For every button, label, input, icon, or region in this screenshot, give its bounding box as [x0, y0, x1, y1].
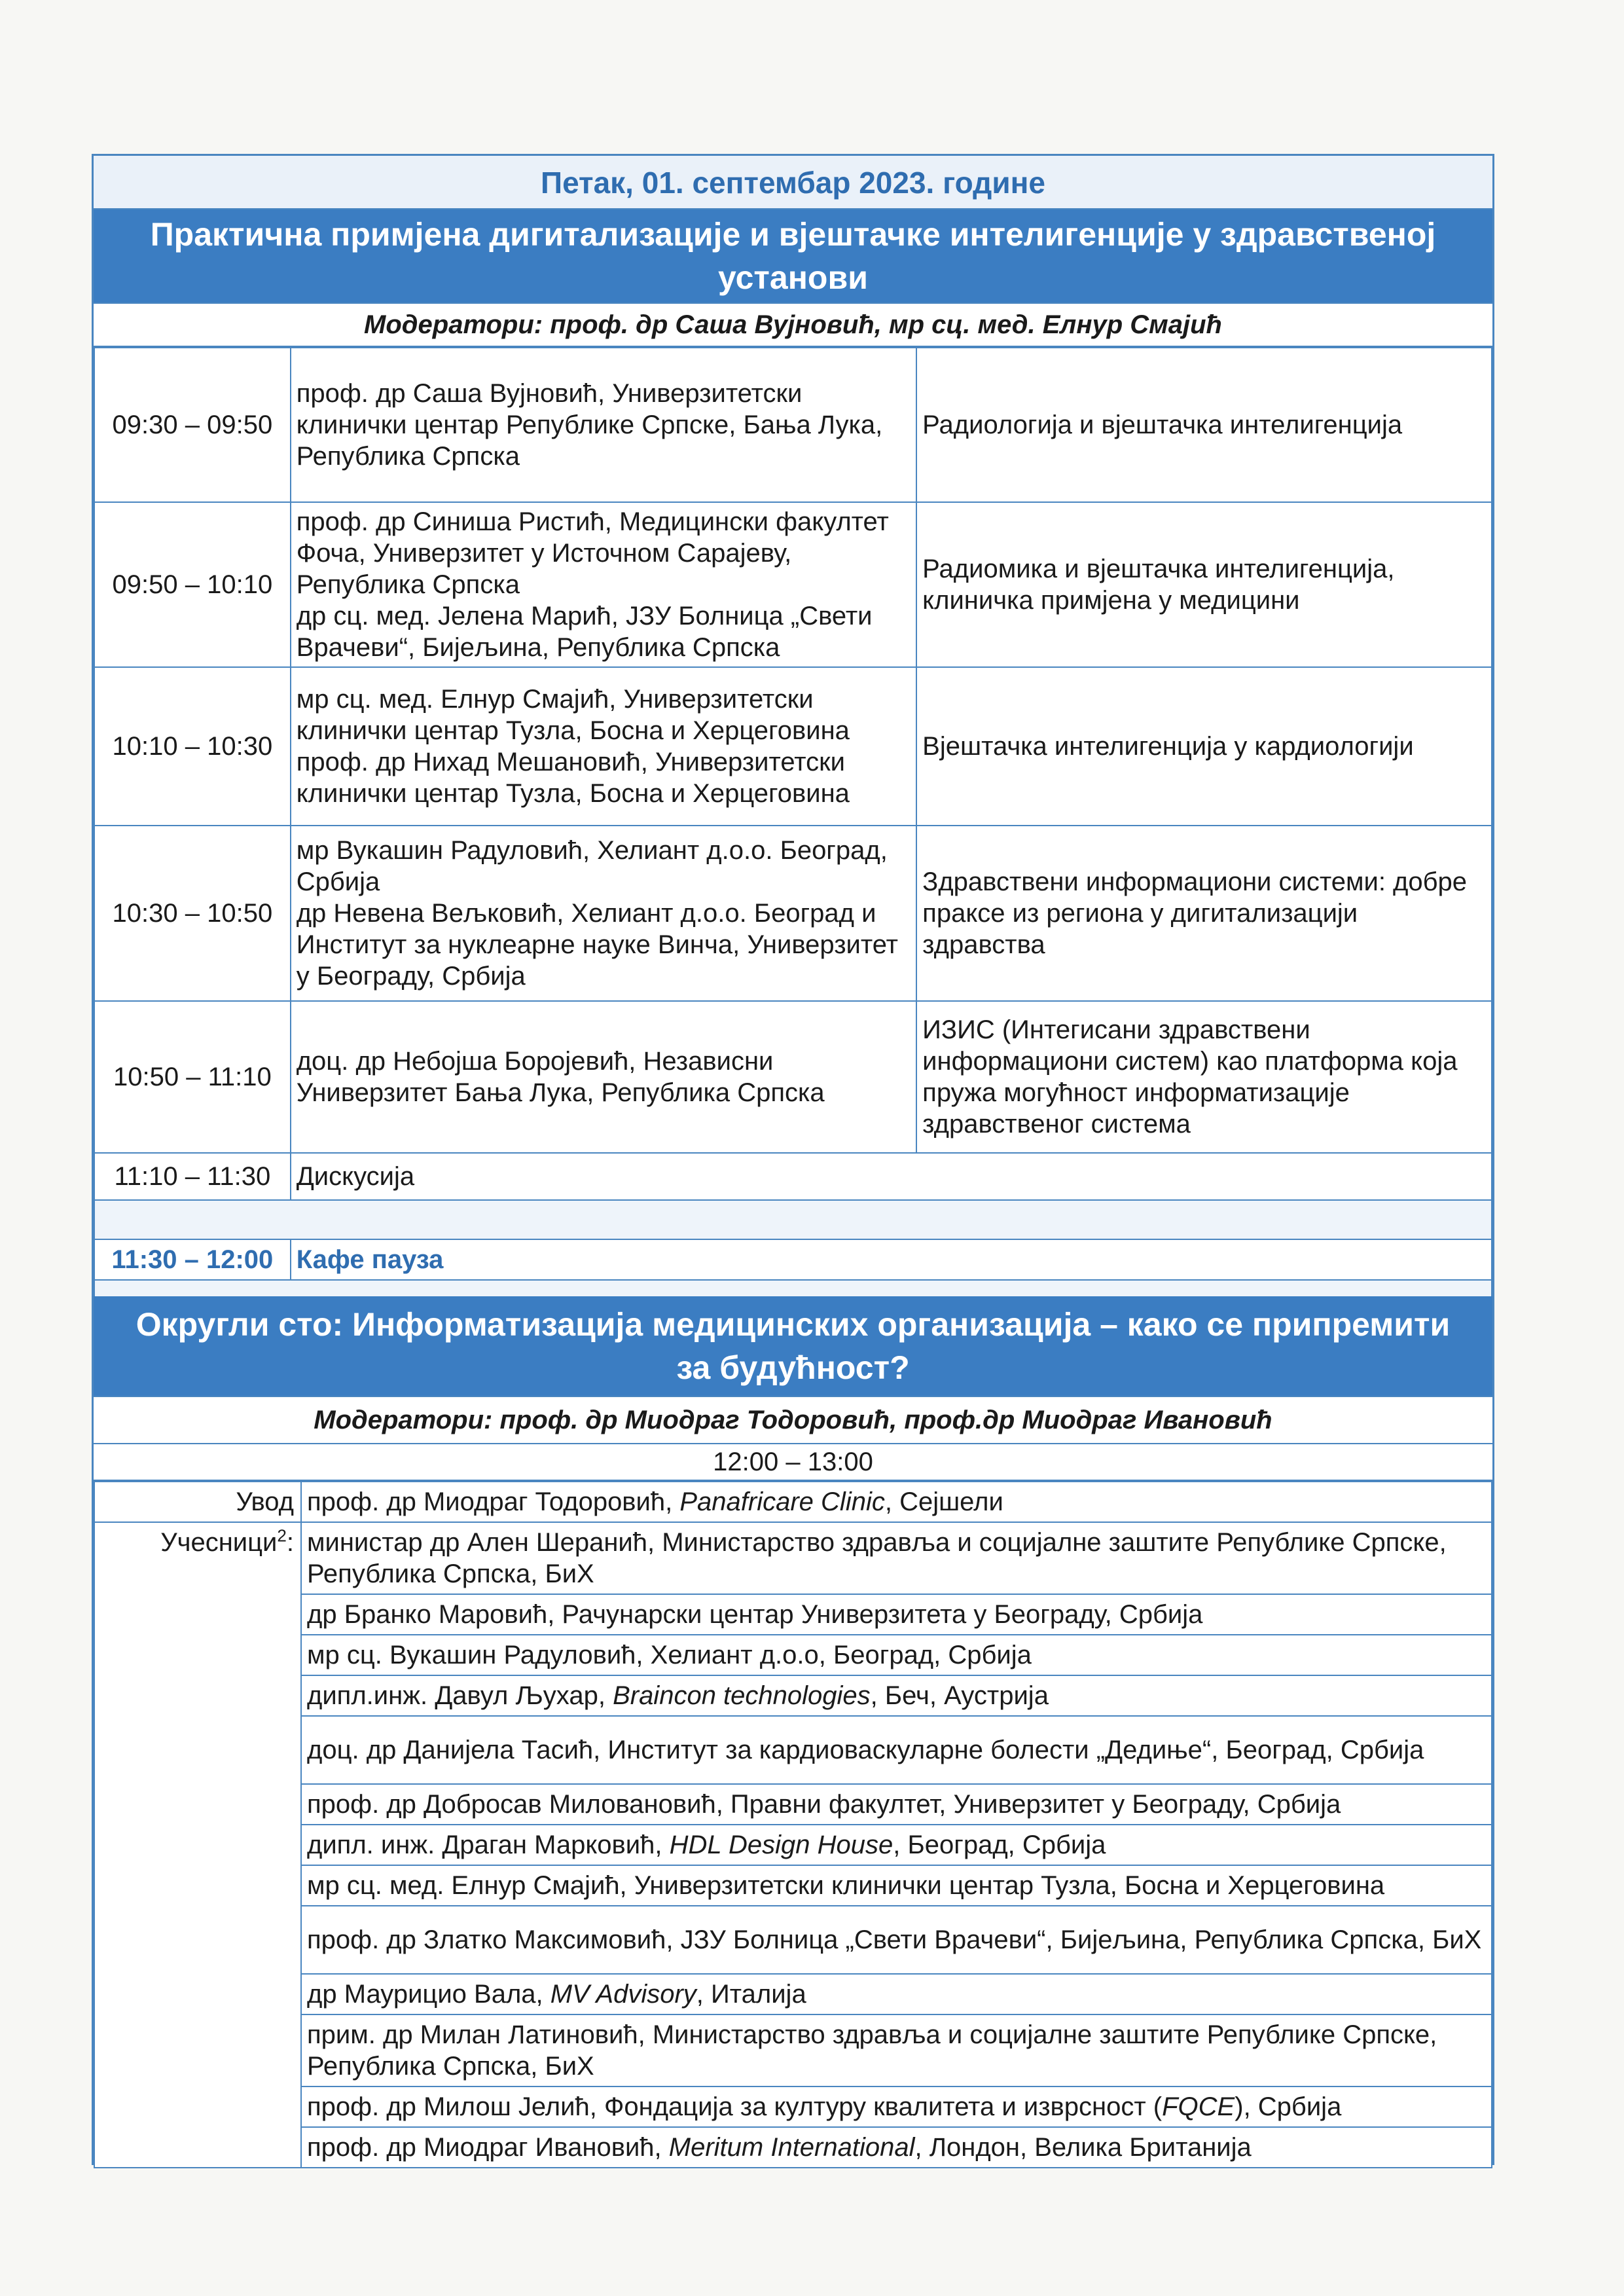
participant	[301, 2014, 1492, 2086]
participant-row	[94, 1675, 1492, 1716]
speaker: мр сц. мед. Елнур Смајић, Универзитетски клинички центар Тузла, Босна и Херцеговина	[296, 685, 850, 745]
participant-row	[94, 1784, 1492, 1825]
coffee-break-time: 11:30 – 12:00	[94, 1239, 291, 1280]
participant	[301, 1825, 1492, 1865]
person-text: проф. др Златко Максимовић, ЈЗУ Болница „Свети Врачеви“, Бијељина, Република Српска, БиХ	[307, 1925, 1482, 1954]
session-schedule-table	[94, 347, 1492, 1321]
participant-row	[94, 1716, 1492, 1784]
session-moderators: Модератори: проф. др Саша Вујновић, мр сц. мед. Елнур Смајић	[94, 304, 1492, 347]
intro-label: Увод	[94, 1482, 301, 1522]
schedule-time: 09:50 – 10:10	[94, 502, 291, 667]
person-text: мр сц. Вукашин Радуловић, Хелиант д.о.о, Београд, Србија	[307, 1641, 1032, 1669]
participant	[301, 1675, 1492, 1716]
coffee-break-label: Кафе пауза	[291, 1239, 1492, 1280]
schedule-speakers	[291, 502, 916, 667]
schedule-speakers	[291, 1001, 916, 1153]
person-org: FQCE	[1162, 2092, 1235, 2121]
roundtable-time: 12:00 – 13:00	[94, 1444, 1492, 1481]
participant-row	[94, 1906, 1492, 1974]
schedule-topic: Здравствени информациони системи: добре праксе из региона у дигитализацији здравства	[916, 826, 1492, 1001]
person-text: др Маурицио Вала,	[307, 1980, 550, 2009]
participant	[301, 2086, 1492, 2127]
person-text: , Лондон, Велика Британија	[914, 2133, 1252, 2162]
participant	[301, 1716, 1492, 1784]
person-text: , Сејшели	[884, 1487, 1003, 1516]
schedule-row	[94, 667, 1492, 826]
speaker: др сц. мед. Јелена Марић, ЈЗУ Болница „Свети Врачеви“, Бијељина, Република Српска	[296, 602, 873, 662]
speaker: др Невена Вељковић, Хелиант д.о.о. Београд и Институт за нуклеарне науке Винча, Универзитет у Београду, Србија	[296, 899, 898, 991]
session-title	[94, 210, 1492, 304]
roundtable-participants-table	[94, 1481, 1492, 2168]
schedule-speakers	[291, 826, 916, 1001]
person-text: , Италија	[696, 1980, 806, 2009]
participant-row	[94, 2127, 1492, 2168]
participants-label	[94, 1522, 301, 2168]
schedule-time: 11:10 – 11:30	[94, 1153, 291, 1200]
spacer	[94, 1200, 1492, 1239]
participant	[301, 1522, 1492, 1594]
participant	[301, 2127, 1492, 2168]
person-text: доц. др Данијела Тасић, Институт за кардиоваскуларне болести „Дедиње“, Београд, Србија	[307, 1736, 1424, 1764]
person-text: , Београд, Србија	[893, 1831, 1106, 1859]
participant-row	[94, 1594, 1492, 1635]
person-text: проф. др Миодраг Тодоровић,	[307, 1487, 680, 1516]
participant-row	[94, 2014, 1492, 2086]
schedule-speakers	[291, 348, 916, 502]
participant-row	[94, 2086, 1492, 2127]
coffee-break-row	[94, 1239, 1492, 1280]
schedule-time: 10:10 – 10:30	[94, 667, 291, 826]
speaker: мр Вукашин Радуловић, Хелиант д.о.о. Београд, Србија	[296, 836, 888, 896]
schedule-row	[94, 826, 1492, 1001]
intro-row	[94, 1482, 1492, 1522]
participant	[301, 1635, 1492, 1675]
participants-label-colon: :	[286, 1528, 294, 1557]
participant-row	[94, 1522, 1492, 1594]
intro-person	[301, 1482, 1492, 1522]
participant-row	[94, 1825, 1492, 1865]
person-org: Panafricare Clinic	[679, 1487, 885, 1516]
schedule-discussion: Дискусија	[291, 1153, 1492, 1200]
person-org: MV Advisory	[550, 1980, 696, 2009]
speaker: проф. др Синиша Ристић, Медицински факултет Фоча, Универзитет у Источном Сарајеву, Република Српска	[296, 507, 889, 599]
participant	[301, 1974, 1492, 2014]
person-org: Meritum International	[668, 2133, 915, 2162]
participant	[301, 1784, 1492, 1825]
schedule-speakers	[291, 667, 916, 826]
participant-row	[94, 1865, 1492, 1906]
person-text: мр сц. мед. Елнур Смајић, Универзитетски клинички центар Тузла, Босна и Херцеговина	[307, 1871, 1385, 1900]
roundtable-moderators: Модератори: проф. др Миодраг Тодоровић, проф.др Миодраг Ивановић	[94, 1397, 1492, 1444]
person-org: Braincon technologies	[613, 1681, 871, 1710]
participant	[301, 1865, 1492, 1906]
schedule-time: 10:30 – 10:50	[94, 826, 291, 1001]
participant	[301, 1594, 1492, 1635]
footnote-marker: 2	[277, 1525, 287, 1546]
person-text: дипл. инж. Драган Марковић,	[307, 1831, 670, 1859]
speaker: проф. др Саша Вујновић, Универзитетски клинички центар Републике Српске, Бања Лука, Република Српска	[296, 379, 883, 471]
participants-label-text: Учесници	[160, 1528, 278, 1557]
participant	[301, 1906, 1492, 1974]
speaker: доц. др Небојша Боројевић, Независни Универзитет Бања Лука, Република Српска	[296, 1047, 825, 1107]
person-text: , Беч, Аустрија	[870, 1681, 1049, 1710]
person-text: прим. др Милан Латиновић, Министарство здравља и социјалне заштите Републике Српске, Република Српска, БиХ	[307, 2020, 1437, 2081]
person-text: министар др Ален Шеранић, Министарство здравља и социјалне заштите Републике Српске, Република Српска, БиХ	[307, 1528, 1447, 1588]
participant-row	[94, 1974, 1492, 2014]
session-title-text: Практична примјена дигитализације и вјештачке интелигенције у здравственој установи	[150, 216, 1436, 296]
participant-row	[94, 1635, 1492, 1675]
roundtable-title	[94, 1296, 1492, 1397]
person-text: проф. др Милош Јелић, Фондација за културу квалитета и изврсност (	[307, 2092, 1163, 2121]
person-org: HDL Design House	[669, 1831, 893, 1859]
speaker: проф. др Нихад Мешановић, Универзитетски клинички центар Тузла, Босна и Херцеговина	[296, 748, 850, 808]
schedule-topic: ИЗИС (Интегисани здравствени информациони систем) као платформа која пружа могућност информатизације здравственог система	[916, 1001, 1492, 1153]
schedule-time: 09:30 – 09:50	[94, 348, 291, 502]
person-text: др Бранко Маровић, Рачунарски центар Универзитета у Београду, Србија	[307, 1600, 1203, 1629]
schedule-row	[94, 502, 1492, 667]
schedule-topic: Радиомика и вјештачка интелигенција, клиничка примјена у медицини	[916, 502, 1492, 667]
schedule-row	[94, 1001, 1492, 1153]
person-text: проф. др Миодраг Ивановић,	[307, 2133, 669, 2162]
person-text: ), Србија	[1235, 2092, 1342, 2121]
day-header: Петак, 01. септембар 2023. године	[94, 156, 1492, 210]
schedule-time: 10:50 – 11:10	[94, 1001, 291, 1153]
schedule-row	[94, 348, 1492, 502]
schedule-topic: Радиологија и вјештачка интелигенција	[916, 348, 1492, 502]
schedule-row-discussion	[94, 1153, 1492, 1200]
spacer-row	[94, 1200, 1492, 1239]
schedule-topic: Вјештачка интелигенција у кардиологији	[916, 667, 1492, 826]
person-text: дипл.инж. Давул Љухар,	[307, 1681, 613, 1710]
person-text: проф. др Добросав Миловановић, Правни факултет, Универзитет у Београду, Србија	[307, 1790, 1341, 1819]
roundtable-title-text: Округли сто: Информатизација медицинских организација – како се припремити за будућност?	[135, 1306, 1451, 1386]
